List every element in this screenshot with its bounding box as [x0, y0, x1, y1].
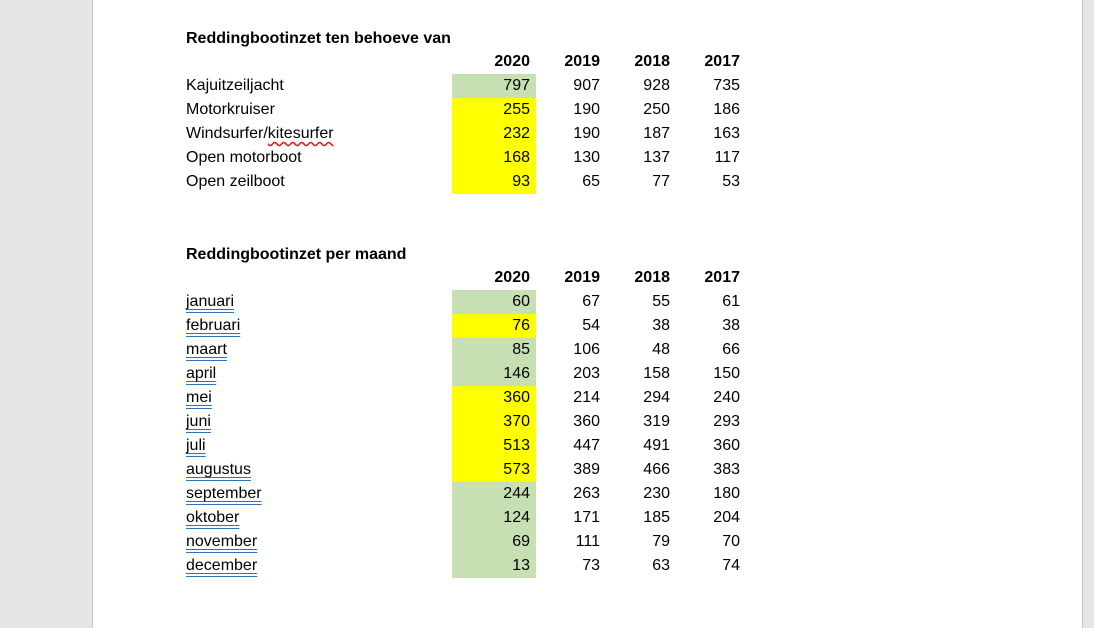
header-row [186, 266, 746, 290]
section-title: Reddingbootinzet ten behoeve van [186, 30, 451, 47]
cell-2018: 928 [643, 77, 670, 94]
cell-2018: 319 [643, 413, 670, 430]
row-label: Open zeilboot [186, 173, 285, 190]
cell-2017: 117 [714, 149, 740, 166]
year-header: 2018 [634, 269, 670, 286]
table-row [186, 554, 746, 578]
month-link[interactable]: augustus [186, 461, 251, 478]
row-label: Kajuitzeiljacht [186, 77, 284, 94]
cell-2019: 214 [573, 389, 600, 406]
table-row [186, 482, 746, 506]
month-link[interactable]: februari [186, 317, 241, 334]
table-row [186, 170, 746, 194]
per-month-table [186, 266, 746, 578]
cell-2020: 146 [452, 362, 536, 386]
cell-2018: 491 [643, 437, 670, 454]
month-link[interactable]: november [186, 533, 258, 550]
cell-2020: 69 [452, 530, 536, 554]
year-header: 2019 [564, 269, 600, 286]
row-label [186, 530, 452, 554]
row-label [186, 290, 452, 314]
cell-2020: 232 [452, 122, 536, 146]
header-blank [186, 50, 452, 74]
month-link[interactable]: oktober [186, 509, 240, 526]
cell-2020: 797 [452, 74, 536, 98]
cell-2017: 240 [713, 389, 740, 406]
header-blank [186, 266, 452, 290]
cell-2017: 53 [722, 173, 740, 190]
cell-2018: 158 [643, 365, 670, 382]
cell-2020: 60 [452, 290, 536, 314]
month-link[interactable]: maart [186, 341, 227, 358]
year-header: 2020 [494, 269, 530, 286]
cell-2020: 360 [452, 386, 536, 410]
table-row [186, 434, 746, 458]
cell-2020: 370 [452, 410, 536, 434]
cell-2018: 187 [643, 125, 670, 142]
month-rows [186, 290, 746, 578]
row-label-prefix: Windsurfer/ [186, 125, 268, 142]
table-row [186, 290, 746, 314]
month-link[interactable]: mei [186, 389, 212, 406]
cell-2017: 204 [713, 509, 740, 526]
cell-2017: 38 [722, 317, 740, 334]
cell-2017: 383 [713, 461, 740, 478]
month-link[interactable]: januari [186, 293, 235, 310]
cell-2020: 124 [452, 506, 536, 530]
year-header: 2020 [494, 53, 530, 70]
cell-2020: 168 [452, 146, 536, 170]
row-label [186, 554, 452, 578]
cell-2020: 93 [452, 170, 536, 194]
section-boat-type [186, 28, 746, 194]
row-label [186, 482, 452, 506]
row-label [186, 458, 452, 482]
row-label: Open motorboot [186, 149, 302, 166]
cell-2017: 186 [713, 101, 740, 118]
month-link[interactable]: juli [186, 437, 206, 454]
row-label [186, 434, 452, 458]
cell-2018: 137 [643, 149, 670, 166]
cell-2019: 907 [573, 77, 600, 94]
cell-2019: 263 [573, 485, 600, 502]
cell-2019: 130 [573, 149, 600, 166]
cell-2017: 180 [713, 485, 740, 502]
row-label: Motorkruiser [186, 101, 275, 118]
cell-2020: 85 [452, 338, 536, 362]
cell-2019: 106 [573, 341, 600, 358]
cell-2020: 255 [452, 98, 536, 122]
cell-2017: 150 [713, 365, 740, 382]
cell-2020: 573 [452, 458, 536, 482]
cell-2020: 76 [452, 314, 536, 338]
section-title: Reddingbootinzet per maand [186, 246, 407, 263]
cell-2020: 244 [452, 482, 536, 506]
cell-2018: 185 [643, 509, 670, 526]
row-label [186, 410, 452, 434]
cell-2019: 111 [575, 533, 600, 550]
cell-2019: 73 [582, 557, 600, 574]
row-label [186, 362, 452, 386]
year-header: 2019 [564, 53, 600, 70]
cell-2020: 13 [452, 554, 536, 578]
cell-2017: 163 [713, 125, 740, 142]
row-label [186, 506, 452, 530]
cell-2017: 293 [713, 413, 740, 430]
cell-2018: 38 [652, 317, 670, 334]
cell-2018: 77 [652, 173, 670, 190]
cell-2018: 466 [643, 461, 670, 478]
cell-2019: 389 [573, 461, 600, 478]
month-link[interactable]: december [186, 557, 258, 574]
table-row [186, 530, 746, 554]
cell-2017: 70 [722, 533, 740, 550]
year-header: 2017 [704, 53, 740, 70]
table-row [186, 410, 746, 434]
cell-2018: 55 [652, 293, 670, 310]
cell-2018: 48 [652, 341, 670, 358]
cell-2019: 360 [573, 413, 600, 430]
cell-2019: 190 [573, 101, 600, 118]
section-per-month [186, 244, 746, 578]
table-row [186, 146, 746, 170]
month-link[interactable]: juni [186, 413, 211, 430]
document-page [92, 0, 1083, 628]
table-row [186, 314, 746, 338]
year-header: 2018 [634, 53, 670, 70]
cell-2017: 735 [713, 77, 740, 94]
row-label [186, 386, 452, 410]
cell-2019: 203 [573, 365, 600, 382]
table-row [186, 458, 746, 482]
header-row [186, 50, 746, 74]
cell-2019: 190 [573, 125, 600, 142]
boat-type-table [186, 50, 746, 194]
cell-2017: 61 [722, 293, 740, 310]
cell-2018: 79 [652, 533, 670, 550]
cell-2017: 66 [722, 341, 740, 358]
month-link[interactable]: april [186, 365, 217, 382]
cell-2020: 513 [452, 434, 536, 458]
row-label [186, 122, 452, 146]
month-link[interactable]: september [186, 485, 262, 502]
table-row [186, 506, 746, 530]
year-header: 2017 [704, 269, 740, 286]
cell-2019: 67 [582, 293, 600, 310]
row-label [186, 314, 452, 338]
table-row [186, 386, 746, 410]
cell-2019: 65 [582, 173, 600, 190]
cell-2018: 250 [643, 101, 670, 118]
table-row [186, 98, 746, 122]
cell-2017: 74 [722, 557, 740, 574]
cell-2018: 63 [652, 557, 670, 574]
cell-2018: 230 [643, 485, 670, 502]
table-row [186, 338, 746, 362]
table-row [186, 74, 746, 98]
cell-2019: 54 [582, 317, 600, 334]
cell-2018: 294 [643, 389, 670, 406]
table-row [186, 122, 746, 146]
cell-2019: 447 [573, 437, 600, 454]
spelling-error-word[interactable]: kitesurfer [267, 125, 334, 142]
cell-2017: 360 [713, 437, 740, 454]
cell-2019: 171 [573, 509, 600, 526]
table-row [186, 362, 746, 386]
row-label [186, 338, 452, 362]
